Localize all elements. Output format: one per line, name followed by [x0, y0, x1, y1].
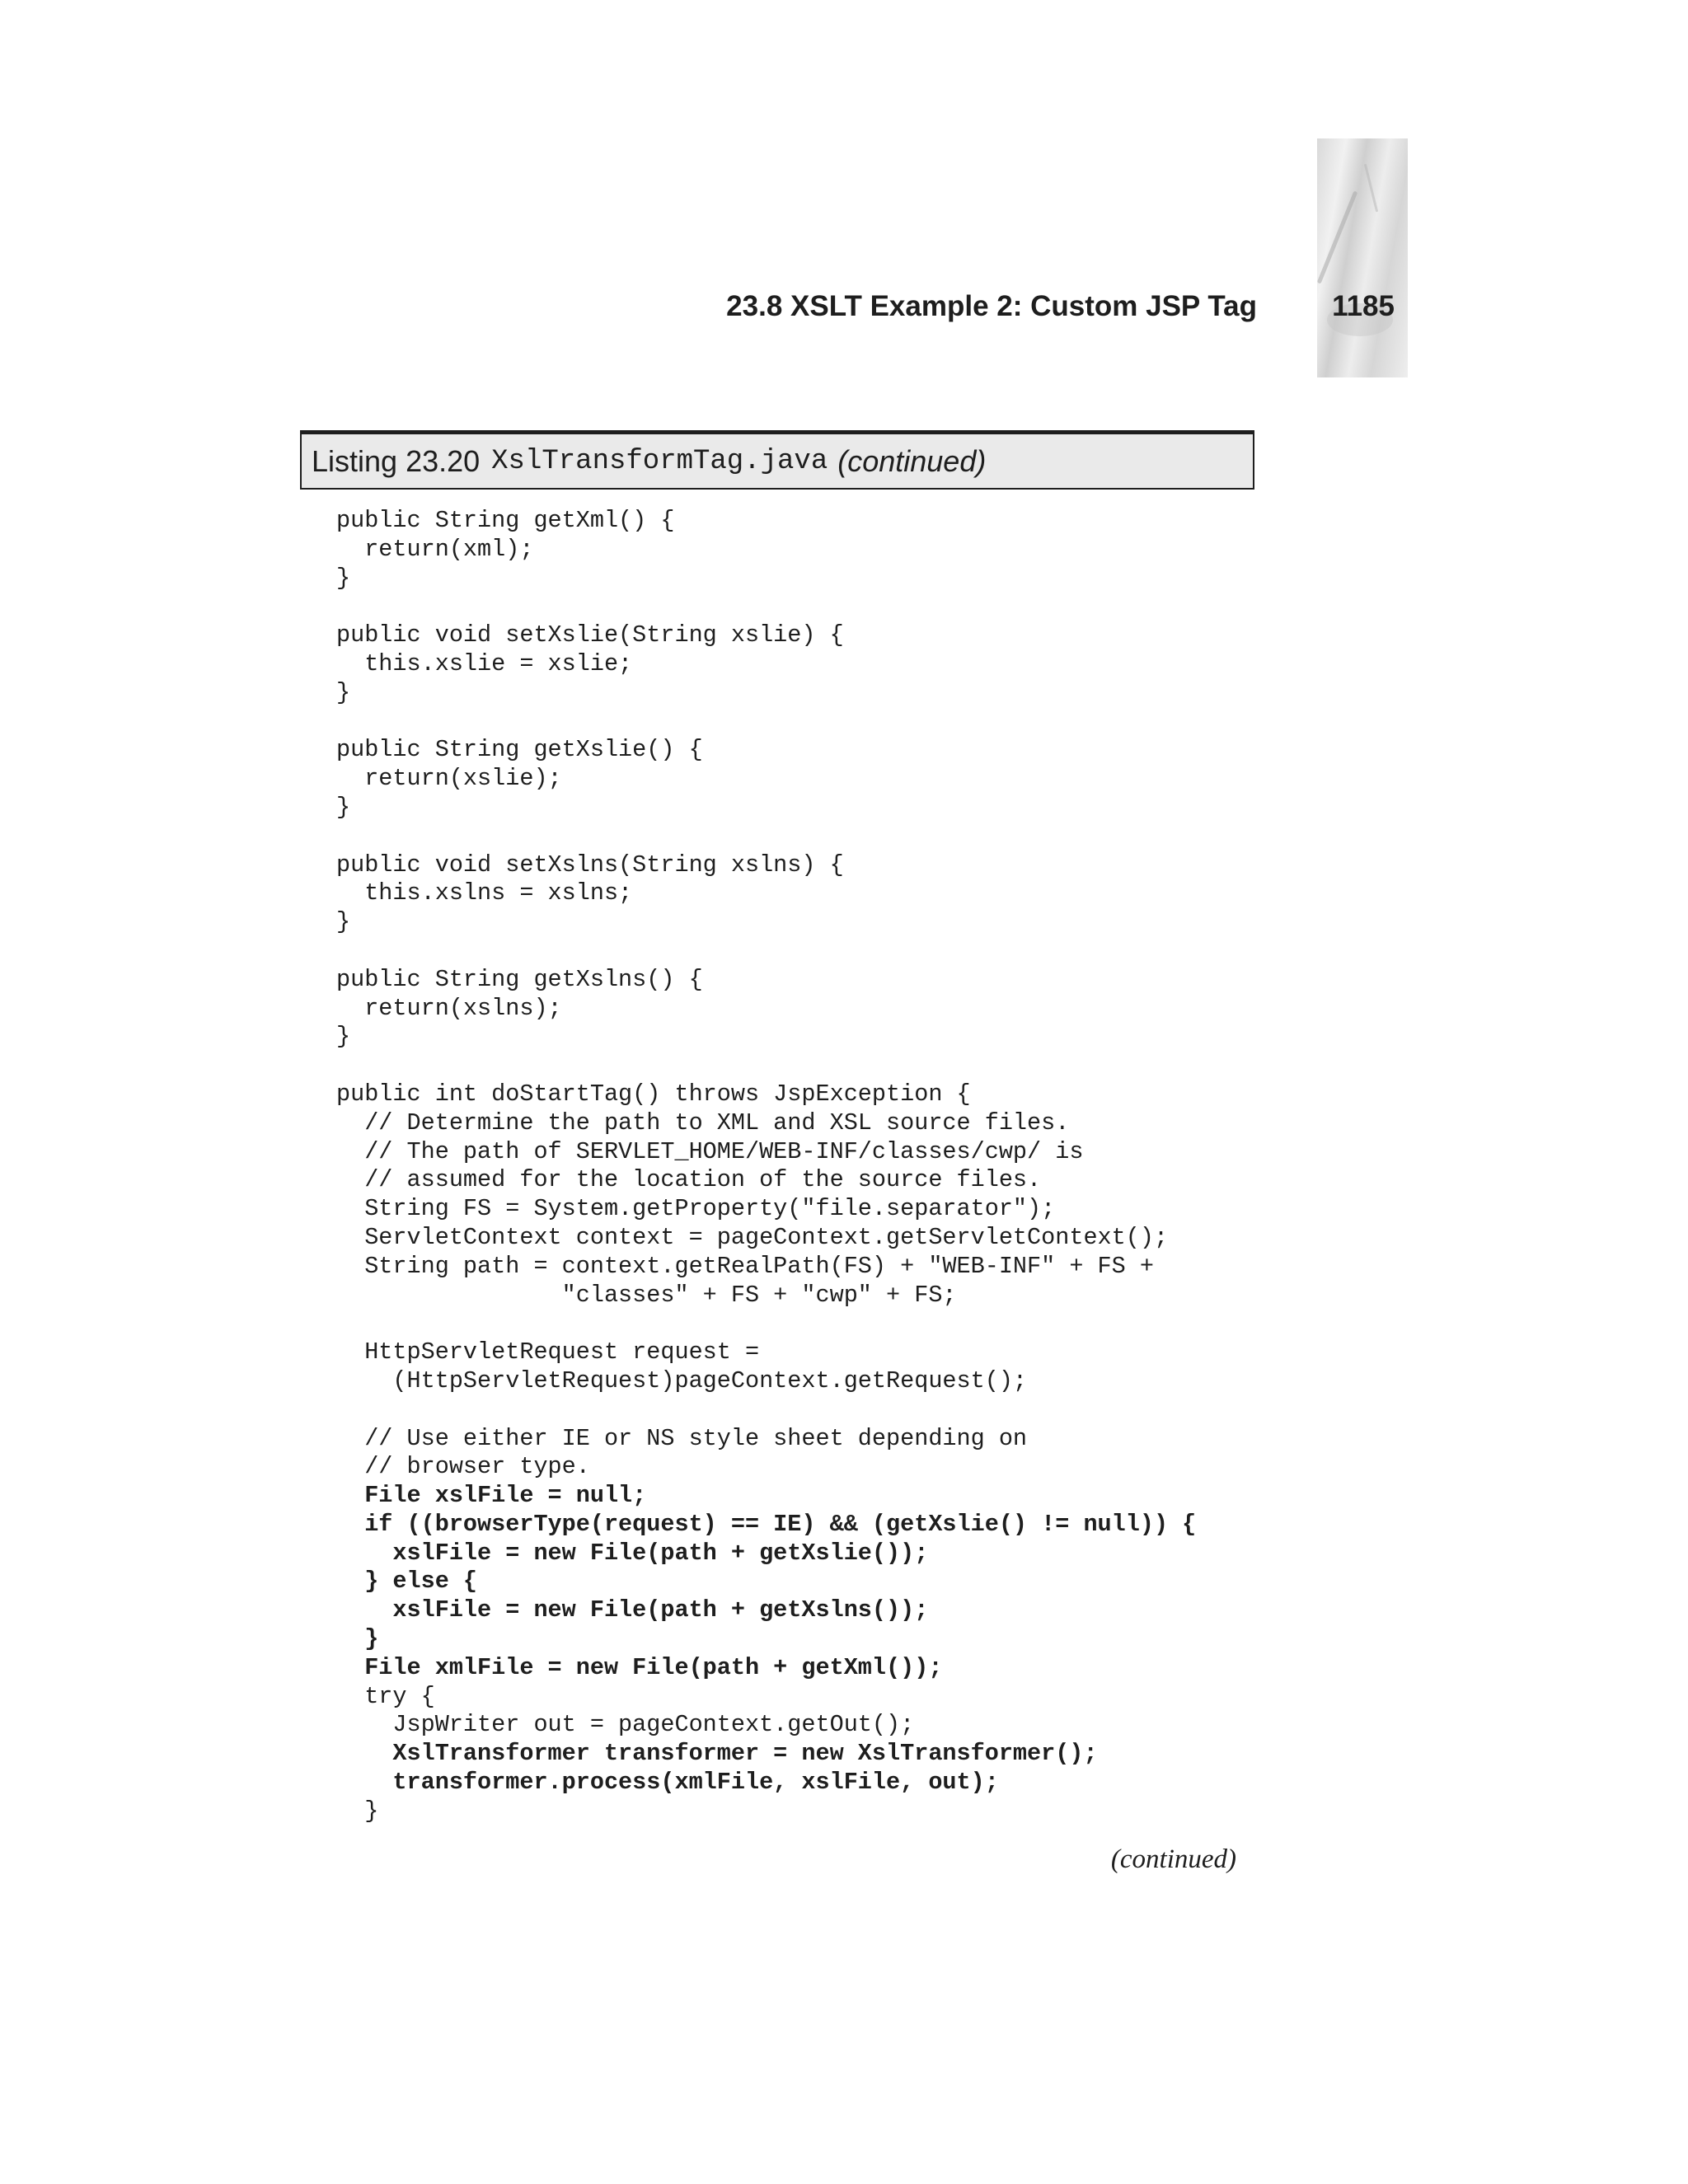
code-line: // Determine the path to XML and XSL source files. [336, 1108, 1070, 1137]
code-line: } [336, 564, 351, 592]
running-head: 23.8 XSLT Example 2: Custom JSP Tag [726, 290, 1257, 322]
code-line: JspWriter out = pageContext.getOut(); [336, 1711, 915, 1739]
code-line: public void setXslie(String xslie) { [336, 621, 844, 649]
code-line: // browser type. [336, 1453, 590, 1481]
code-line: try { [336, 1682, 435, 1710]
code-line: public int doStartTag() throws JspException { [336, 1080, 971, 1108]
code-line: // Use either IE or NS style sheet depending on [336, 1424, 1028, 1452]
code-line: public String getXslie() { [336, 736, 703, 764]
code-listing [336, 507, 1284, 1826]
code-line [336, 593, 1284, 621]
marble-texture [1364, 164, 1378, 213]
code-line: // The path of SERVLET_HOME/WEB-INF/classes/cwp/ is [336, 1137, 1084, 1165]
code-line: XslTransformer transformer = new XslTransformer(); [336, 1740, 1098, 1768]
code-line: "classes" + FS + "cwp" + FS; [336, 1281, 957, 1309]
code-line: File xmlFile = new File(path + getXml()); [336, 1653, 943, 1681]
code-line: return(xslns); [336, 994, 562, 1022]
listing-label: Listing 23.20 [312, 443, 481, 478]
listing-status: (continued) [837, 443, 987, 478]
code-line: String path = context.getRealPath(FS) + "WEB-INF" + FS + [336, 1252, 1154, 1280]
code-line [336, 1310, 1284, 1338]
code-line: return(xslie); [336, 765, 562, 793]
code-line: // assumed for the location of the source files. [336, 1166, 1042, 1194]
code-line: ServletContext context = pageContext.getServletContext(); [336, 1223, 1169, 1251]
continued-note: (continued) [1110, 1844, 1236, 1874]
code-line: } else { [336, 1568, 478, 1596]
code-line: public String getXslns() { [336, 965, 703, 993]
code-line [336, 937, 1284, 966]
code-line: (HttpServletRequest)pageContext.getRequest(); [336, 1366, 1028, 1394]
code-line: this.xslie = xslie; [336, 649, 633, 677]
code-line: public void setXslns(String xslns) { [336, 851, 844, 879]
thumb-tab-marker [1317, 138, 1408, 377]
listing-filename: XslTransformTag.java [491, 445, 828, 477]
code-line: HttpServletRequest request = [336, 1338, 760, 1366]
code-line: public String getXml() { [336, 507, 675, 534]
code-line [336, 708, 1284, 737]
code-line [336, 823, 1284, 851]
code-line: } [336, 1023, 351, 1051]
code-line: xslFile = new File(path + getXslns()); [336, 1596, 929, 1624]
listing-title-bar [300, 430, 1254, 490]
code-line: return(xml); [336, 535, 534, 563]
code-line [336, 1396, 1284, 1425]
code-line: this.xslns = xslns; [336, 879, 633, 907]
code-line: xslFile = new File(path + getXslie()); [336, 1539, 929, 1567]
code-line: } [336, 908, 351, 936]
code-line: } [336, 678, 351, 706]
code-line: String FS = System.getProperty("file.separator"); [336, 1195, 1056, 1223]
marble-texture [1317, 190, 1357, 284]
code-line: File xslFile = null; [336, 1482, 647, 1510]
code-line: } [336, 1625, 379, 1653]
code-line: transformer.process(xmlFile, xslFile, out); [336, 1769, 999, 1797]
code-line: } [336, 1797, 379, 1825]
page-number: 1185 [1332, 290, 1395, 322]
code-line: if ((browserType(request) == IE) && (getXslie() != null)) { [336, 1510, 1197, 1538]
code-line [336, 1052, 1284, 1080]
code-line: } [336, 793, 351, 821]
